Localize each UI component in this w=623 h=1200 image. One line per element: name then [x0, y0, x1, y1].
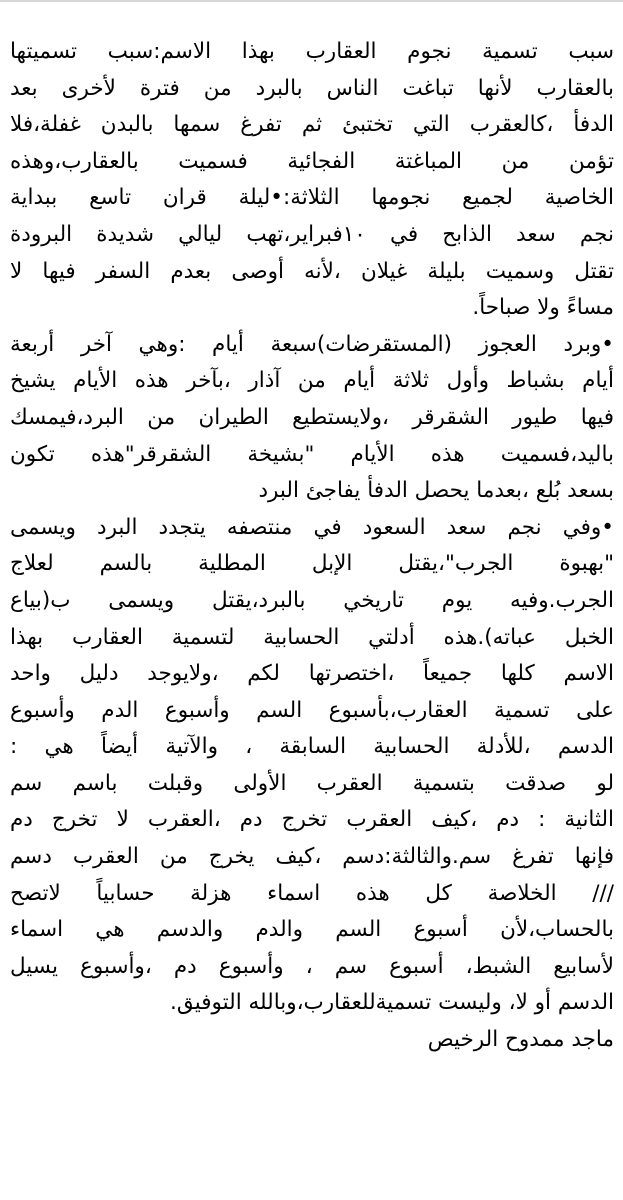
note-line: تؤمن من المباغتة الفجائية فسميت بالعقارب،وهذه [10, 148, 614, 174]
note-line: •وفي نجم سعد السعود في منتصفه يتجدد البرد ويسمى [10, 514, 614, 540]
note-line: بالحساب،لأن أسبوع السم والدم والدسم هي اسماء [10, 917, 614, 943]
note-text-block [10, 34, 614, 1059]
note-line: "بهبوة الجرب"،يقتل الإبل المطلية بالسم لعلاج [10, 551, 614, 577]
note-line: بسعد بُلع ،بعدما يحصل الدفأ يفاجئ البرد [258, 478, 614, 504]
note-line: الخاصية لجميع نجومها الثلاثة:•ليلة قران تاسع ببداية [10, 185, 614, 211]
note-line: باليد،فسميت هذه الأيام "بشيخة الشقرقر"هذه تكون [10, 441, 614, 467]
note-line: نجم سعد الذابح في ١٠فبراير،تهب ليالي شديدة البرودة [10, 221, 614, 247]
note-line: لأسابيع الشبط، أسبوع سم ، وأسبوع دم ،وأسبوع يسيل [10, 953, 614, 979]
note-line: بالعقارب لأنها تباغت الناس بالبرد من فترة لأخرى بعد [10, 75, 614, 101]
note-line: الجرب.وفيه يوم تاريخي بالبرد،يقتل ويسمى ب(بياع [10, 587, 614, 613]
note-line: فيها طيور الشقرقر ،ولايستطيع الطيران من البرد،فيمسك [10, 404, 614, 430]
note-line: أيام بشباط وأول ثلاثة أيام من آذار ،بآخر هذه الأيام يشيخ [10, 368, 614, 394]
note-line: الخبل عباته).هذه أدلتي الحسابية لتسمية العقارب بهذا [10, 624, 614, 650]
note-line: الدسم أو لا، وليست تسميةللعقارب،وبالله التوفيق. [170, 990, 614, 1016]
top-divider [0, 0, 623, 2]
note-line: الثانية : دم ،كيف العقرب تخرج دم ،العقرب لا تخرج دم [10, 807, 614, 833]
note-line: الاسم كلها جميعاً ،اختصرتها لكم ،ولايوجد دليل واحد [10, 661, 614, 687]
note-line: •وبرد العجوز (المستقرضات)سبعة أيام :وهي آخر أربعة [10, 331, 614, 357]
note-line: سبب تسمية نجوم العقارب بهذا الاسم:سبب تسميتها [10, 39, 614, 64]
note-line: على تسمية العقارب،بأسبوع السم وأسبوع الدم وأسبوع [10, 697, 614, 723]
note-line: الدفأ ،كالعقرب التي تختبئ ثم تفرغ سمها بالبدن غفلة،فلا [10, 112, 614, 138]
note-line: لو صدقت بتسمية العقرب الأولى وقبلت باسم سم [10, 770, 614, 796]
note-line: /// الخلاصة كل هذه اسماء هزلة حسابياً لاتصح [10, 880, 614, 906]
note-signature: ماجد ممدوح الرخيص [427, 1027, 614, 1053]
note-line: تقتل وسميت بليلة غيلان ،لأنه أوصى بعدم السفر فيها لا [10, 258, 614, 284]
note-line: فإنها تفرغ سم.والثالثة:دسم ،كيف يخرج من العقرب دسم [10, 844, 614, 870]
note-line: الدسم ،للأدلة الحسابية السابقة ، والآتية أيضاً هي : [10, 734, 614, 760]
note-line: مساءً ولا صباحاً. [472, 295, 614, 321]
